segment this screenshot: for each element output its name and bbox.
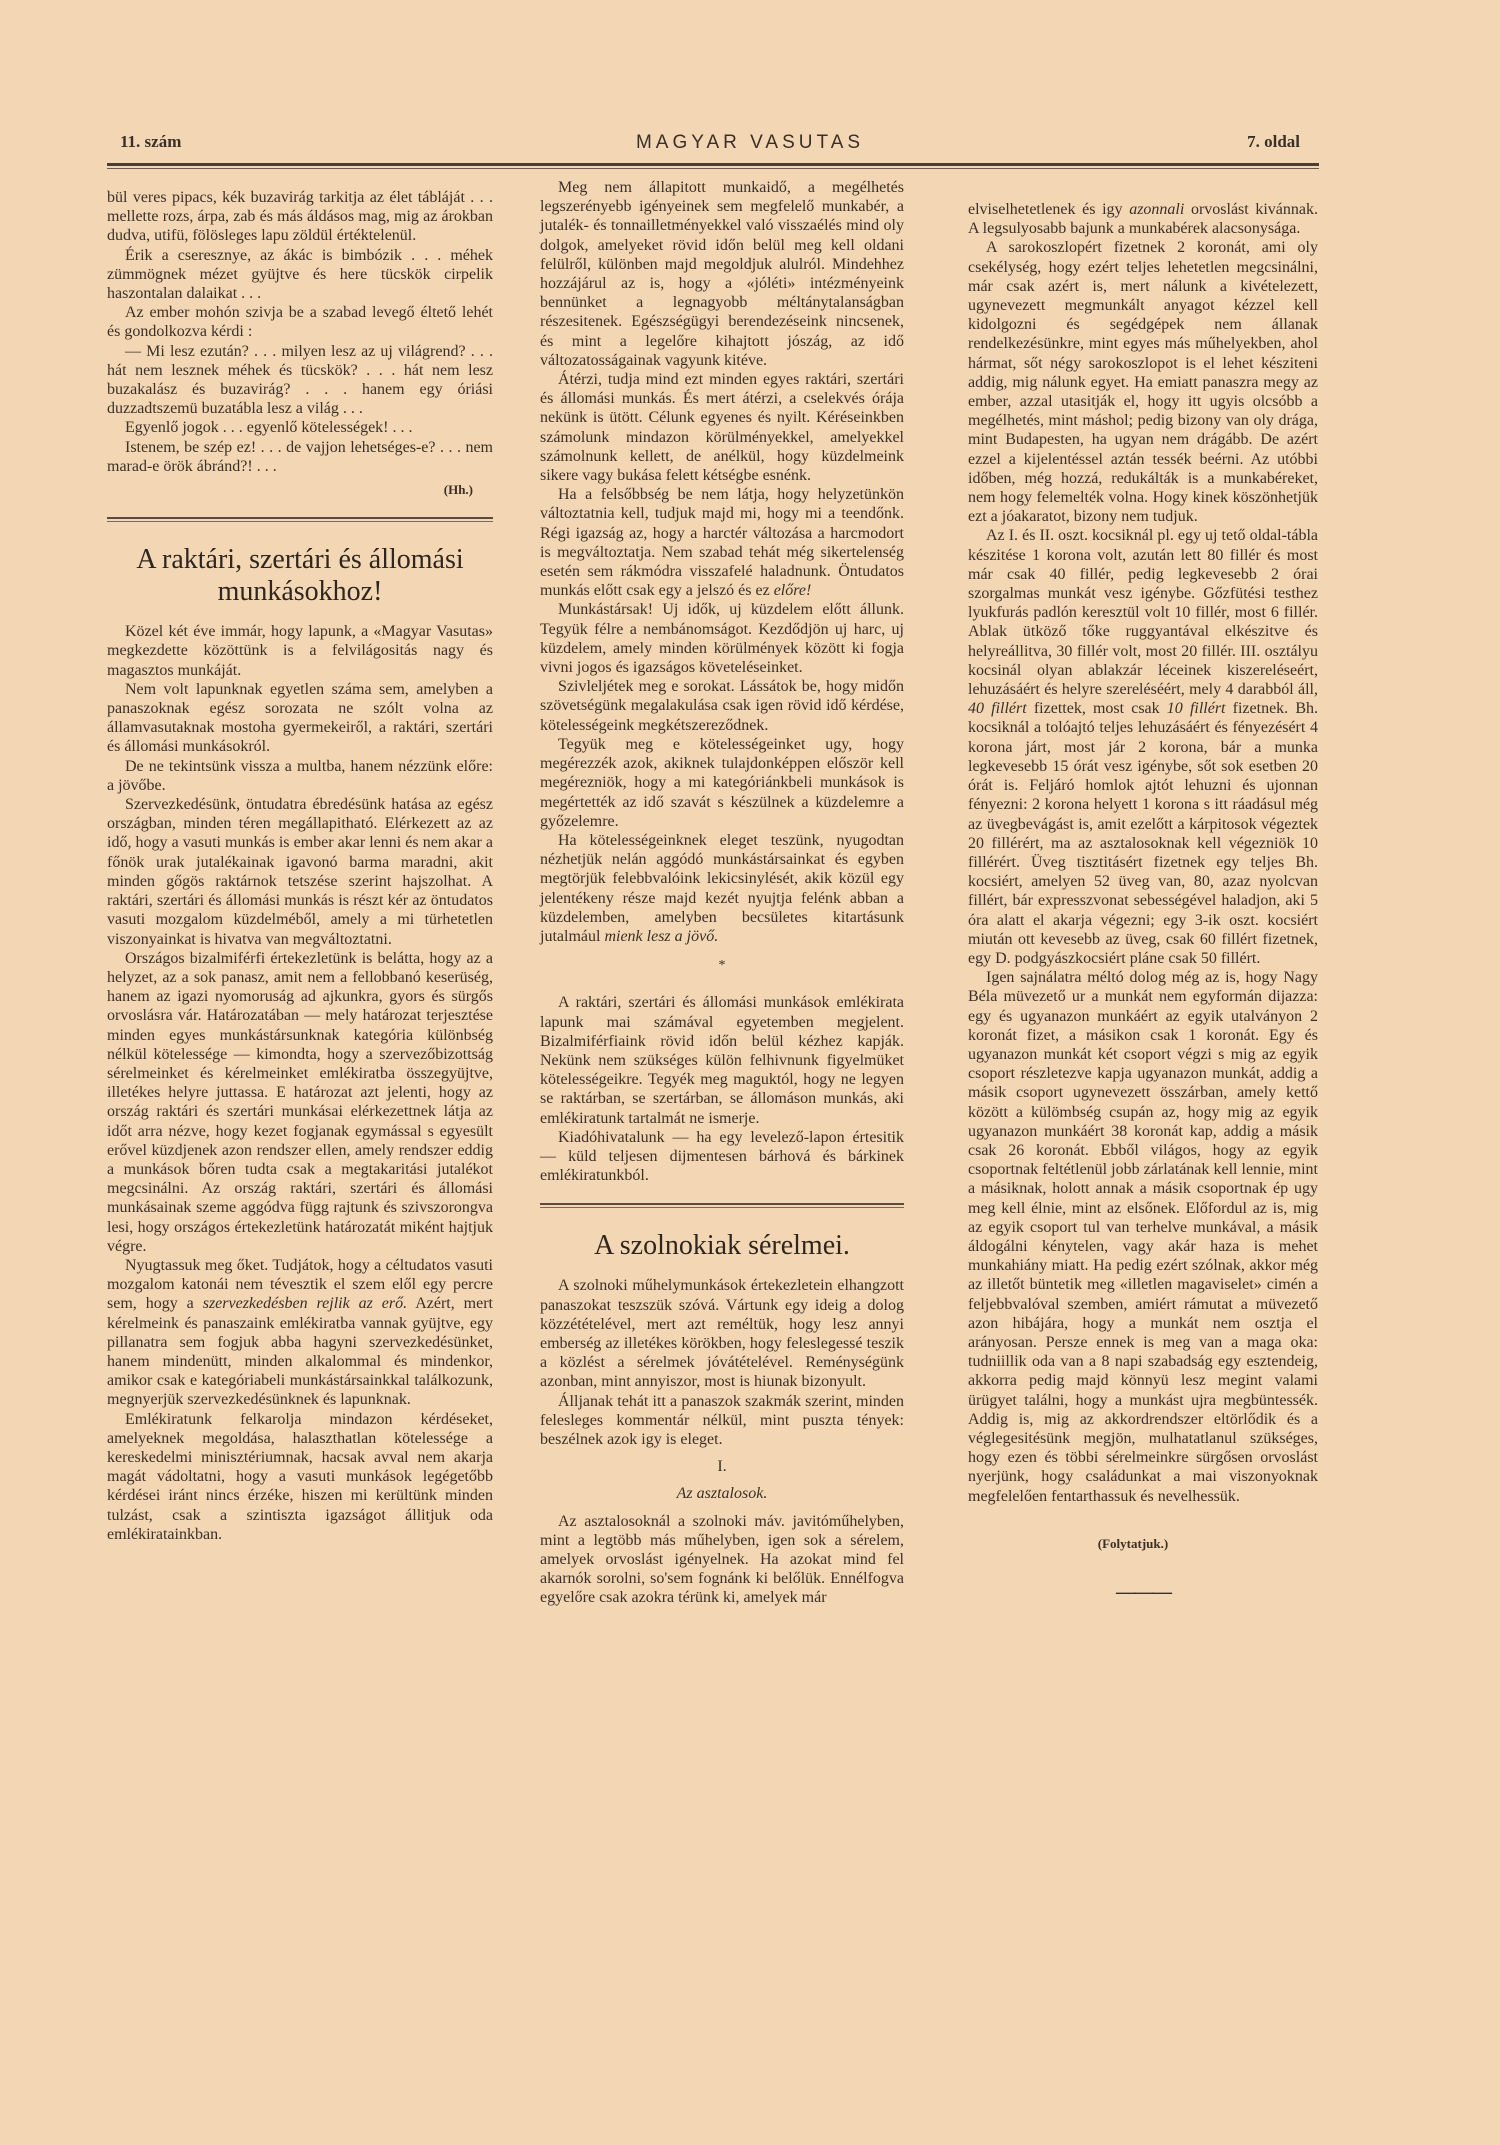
column-2 — [540, 178, 904, 1608]
issue-number: 11. szám — [120, 132, 182, 151]
masthead: MAGYAR VASUTAS — [635, 132, 865, 153]
paragraph: Meg nem állapitott munkaidő, a megélhetés legszerényebb igényeinek sem megfelelő munkabér, a jutalék- és tonnailletményekkel való visszaélés mind oly dolgok, amelyeket rövid időn belül meg kell oldani felülről, különben majd megoldjuk alulról. Mindehhez hozzájárul az is, hogy a «jóléti» intézményeink bennünket a legnagyobb méltánytalanságban részesitenek. Egészségügyi berendezéseink nincsenek, és mint a legelőre kihajtott jószág, az idő változatosságainak vagyunk kitéve. — [540, 179, 904, 369]
paragraph: Egyenlő jogok . . . egyenlő kötelességek! . . . — [125, 419, 413, 437]
page-number: 7. oldal — [1247, 132, 1300, 151]
column-3 — [968, 200, 1318, 1602]
paragraph: Munkástársak! Uj idők, uj küzdelem előtt állunk. Tegyük félre a nembánomságot. Kezdődjön uj harc, uj küzdelem, amely minden körülmények között ki fogja vivni jogos és igazságos követeléseinket. — [540, 601, 904, 677]
paragraph: Tegyük meg e kötelességeinket ugy, hogy megérezzék azok, akiknek tulajdonképpen először kell megérezniök, hogy a mi kategóriánkbeli munkások is megértették az idő szavát s készülnek a küzdelemre a győzelemre. — [540, 735, 904, 830]
text-run: Azért, mert kérelmeink és panaszaink emlékiratba vannak gyüjtve, egy pillanatra sem fogjuk abba hagyni szervezkedésünket, hanem mindenütt, minden alkalommal és mindenkor, amikor csak e kategóriabeli munkástársainkkal találkozunk, megnyerjük szervezkedésünknek és lapunknak. — [107, 1295, 494, 1409]
text-run: fizettek, most csak — [1026, 700, 1167, 718]
text-run: elviselhetetlenek és igy — [968, 201, 1130, 218]
text-run: Az I. és II. oszt. kocsiknál pl. egy uj tető oldal-tábla készitése 1 korona volt, azután lett 80 fillér és most már csak 40 fillér, pedig legkevesebb 2 órai szorgalmas munkát vesz igénybe. Gőzfütési testhez lyukfurás padlón keresztül volt 10 fillér, most 6 fillér. Ablak ütköző tőke ruggyantával elkészitve és helyreállitva, 30 fillér volt, most 20 fillér. III. osztályu kocsinál olyan ablakzár léceinek kiszereléseért, lehuzásáért és helyre szereléséért, mely 4 darabból áll, — [968, 527, 1318, 699]
header-rule — [107, 163, 1319, 166]
column-1 — [107, 188, 493, 1544]
text-run: Ha a felsőbbség be nem látja, hogy helyzetünkön változtatnia kell, tudjuk majd mi, hogy mi a teendőnk. Régi igazság az, hogy a harctér változása a harcmodort is megváltoztatja. Nem szabad tehát még sikertelenség esetén sem rákmódra visszafelé haladnunk. Öntudatos munkás előtt csak egy a jelszó és ez — [540, 486, 904, 600]
paragraph: Istenem, be szép ez! . . . de vajjon lehetséges-e? . . . nem marad-e örök ábránd?! . . . — [107, 438, 493, 475]
paragraph: Álljanak tehát itt a panaszok szakmák szerint, minden felesleges kommentár nélkül, mint puszta tények: beszélnek azok igy is eleget. — [540, 1392, 904, 1448]
text-run: fizetnek. Bh. kocsiknál a tolóajtó teljes lehuzásáért és fényezésért 4 korona járt, most jár 2 korona, bár a munka legkevesebb 15 órát vesz igénybe, sőt sok esetben 20 órát is. Feljáró homlok ajtót lehuzni és ujonnan fényezni: 2 korona helyett 1 korona s itt ráadásul még az üvegbevágást is, amit ezelőtt a kárpitosok végeztek 20 fillérért, ma az asztalosoknak kell végezniök 10 fillérért. Üveg tisztitásért fizetnek egy teljes Bh. kocsiért, amelyen 52 üveg van, 80, azaz nyolcvan fillért, bár expresszvonat sebességével haladjon, aki 5 óra alatt el akarja végezni; egy 3-ik oszt. kocsiért miután ott kevesebb az üveg, csak 60 fillért fizetnek, egy D. podgyászkocsiért pláne csak 50 fillért. — [968, 700, 1318, 967]
article-title: A raktári, szertári és állomási munkásokhoz! — [136, 544, 464, 608]
paragraph: De ne tekintsünk vissza a multba, hanem nézzünk előre: a jövőbe. — [107, 757, 493, 794]
paragraph: bül veres pipacs, kék buzavirág tarkitja az élet tábláját . . . mellette rozs, árpa, zab és más áldásos mag, mig az árokban dudva, utifü, fölösleges lapu zöldül értéktelenül. — [107, 189, 493, 245]
paragraph: — Mi lesz ezután? . . . milyen lesz az uj világrend? . . . hát nem lesznek méhek és tücskök? . . . hát nem lesz buzakalász és buzavirág? . . . hanem egy óriási duzzadtszemü buzatábla lesz a világ . . . — [107, 342, 493, 418]
text-run: Nyugtassuk meg őket. Tudjátok, hogy a céltudatos vasuti mozgalom katonái nem tévesztik el szem elől egy percre sem, hogy a — [107, 1256, 493, 1313]
emphasis: mienk lesz a jövő. — [604, 927, 719, 945]
asterisk-separator: * — [718, 958, 726, 974]
paragraph: Átérzi, tudja mind ezt minden egyes raktári, szertári és állomási munkás. És mert átérzi, a cselekvés órája nekünk is ütött. Célunk egyenes és nyilt. Kéréseinkben számolunk mindazon körülményekkel, amelyekkel számolnunk kellett, de anélkül, hogy küzdelmeink sikere vagy bukása felett kétségbe esnénk. — [540, 371, 904, 485]
text-run: Ha kötelességeinknek eleget teszünk, nyugodtan nézhetjük nelán aggódó munkástársainkat és egyben megtörjük felebbvalóink lekicsinylését, akik közül egy jelentékeny része majd kezét nyujtja felénk abban a küzdelemben, amelyben becsületes kitartásunk jutalmául — [540, 831, 904, 945]
continued-note: (Folytatjuk.) — [1097, 1535, 1169, 1551]
paragraph: Nem volt lapunknak egyetlen száma sem, amelyben a panaszoknak egész sorozata ne szólt volna az államvasutaknak mostoha gyermekeiről, a raktári, szertári és állomási munkásokról. — [107, 680, 493, 756]
emphasis: 10 fillért — [1166, 700, 1226, 718]
paragraph: A sarokoszlopért fizetnek 2 koronát, ami oly csekélység, hogy ezért teljes lehetetlen megcsinálni, már csak azért is, mert nálunk a kivételezett, ugynevezett megmunkált anyagot kézzel kell kidolgozni és segédgépek nem állanak rendelkezésünkre, mint egyes más műhelyekben, ahol hármat, sőt négy sarokoszlopot is el lehet késziteni addig, mig nálunk egyet. Ha emiatt panaszra megy az ember, azzal utasitják el, hogy itt ugyis olcsóbb a megélhetés, mint máshol; pedig bizony van oly drága, mint Budapesten, ha ugyan nem drágább. De azért ezzel a kijelentéssel aztán tessék beérni. Az utóbbi időben, még hozzá, redukálták is a munkabéreket, nem hogy felemelték volna. Hogy kinek köszönhetjük ezt a jóakaratot, bizony nem tudjuk. — [968, 239, 1318, 526]
paragraph: A raktári, szertári és állomási munkások emlékirata lapunk mai számával egyetemben megjelent. Bizalmiférfiaink rövid időn belül kézhez kapják. Nekünk nem szükséges külön felhivnunk figyelmüket kötelességeikre. Tegyék meg maguktól, hogy ne legyen se raktárban, se szertárban, se állomáson munkás, aki emlékiratunk tartalmát ne ismerje. — [540, 994, 904, 1127]
paragraph: Igen sajnálatra méltó dolog még az is, hogy Nagy Béla müvezető ur a munkát nem egyformán dijazza: egy és ugyanazon munkáért az egyik utalványon 2 koronát fizet, a másikon csak 1 koronát. Egy és ugyanazon munkát két csoport végzi s mig az egyik csoport részletezve kapja ugyanazon munkát, addig a másik csoport ugynevezett összárban, amely kettő között a külömbség csupán az, hogy mig az egyik ugyanazon munkáért 38 koronát kap, addig a másik csak 26 koronát. Ebből világos, hogy az egyik csoportnak feltétlenül jobb zárlatának kell lennie, mint a másiknak, holott annak a másik csoportnak ép ugy meg kell élnie, mint az elsőnek. Előfordul az is, mig az egyik csoport tul van terhelve munkával, a másik áldogálni kénytelen, vagy akár haza is mehet munkahiány miatt. Ha pedig ezért szólnak, akkor még az illetőt büntetik meg «illetlen magaviselet» cimén a feljebbvalóval szemben, amiért rámutat a müvezető azon hibájára, hogy a munkát nem osztja el arányosan. Persze ennek is meg van a maga oka: tudniillik oda van a 8 napi szabadság egy esztendeig, akkorra pedig majd könnyü lesz megint valami ürügyet találni, hogy a munkást ujra megbüntessék. Addig is, mig az akkordrendszer eltörlődik és a véglegesitésünk megjön, mulhatatlanul szükséges, hogy ezen és többi sérelmeinkre sürgősen orvoslást nyerjünk, hogy családunkat a mai viszonyoknak megfelelően fentarthassuk és nevelhessük. — [968, 969, 1318, 1505]
paragraph — [107, 1256, 493, 1410]
paragraph: Szervezkedésünk, öntudatra ébredésünk hatása az egész országban, minden téren megállapitható. Elérkezett az az idő, hogy a vasuti munkás is ember akar lenni és nem akar a főnök urak jutalékainak igavonó barma maradni, akit minden gőgös raktárnok tetszése szerint hajszolhat. A raktári, szertári és állomási munkás is részt kér az öntudatos vasuti mozgalom küzdelméből, amely a mi türhetetlen viszonyainkat is hivatva van megváltoztatni. — [107, 796, 493, 948]
paragraph — [540, 831, 904, 946]
section-number: I. — [717, 1458, 727, 1476]
article-title: A szolnokiak sérelmei. — [594, 1230, 850, 1262]
header-rule-thin — [107, 168, 1319, 169]
paragraph — [540, 485, 904, 600]
paragraph: Szivleljétek meg e sorokat. Lássátok be, hogy midőn szövetségünk megalakulása csak igen rövid idő kérdése, kötelességeink megkétszereződnek. — [540, 678, 904, 734]
emphasis: 40 fillért — [968, 700, 1027, 718]
emphasis: azonnali — [1129, 201, 1185, 218]
paragraph: Az asztalosoknál a szolnoki máv. javitóműhelyben, mint a legtöbb más műhelyben, igen sok a sérelem, amelyek orvoslást igényelnek. Ha azokat mind fel akarnók sorolni, so'sem fognánk ki belőlük. Ennélfogva egyelőre csak azokra térünk ki, amelyek már — [540, 1512, 904, 1607]
section-divider — [540, 1203, 904, 1208]
paragraph: Kiadóhivatalunk — ha egy levelező-lapon értesitik — küld teljesen dijmentesen bárhová és bárkinek emlékiratunkból. — [540, 1128, 904, 1185]
paragraph — [968, 526, 1318, 968]
end-dashes: ——— — [1116, 1581, 1170, 1604]
emphasis: előre! — [773, 582, 812, 600]
paragraph: A szolnoki műhelymunkások értekezletein elhangzott panaszokat teszszük szóvá. Vártunk egy ideig a dolog közzétételével, mert azt reméltük, hogy lesz annyi emberség az illetékes körökben, hogy feleslegessé teszik a közlést a sérelmek jóvátételével. Reménységünk azonban, mint annyiszor, most is hiunak bizonyult. — [540, 1277, 904, 1391]
paragraph: Közel két éve immár, hogy lapunk, a «Magyar Vasutas» megkezdette közöttünk is a felvilágositás nagy és magasztos munkáját. — [107, 623, 493, 679]
text-run: orvoslást kivánnak. A legsulyosabb bajunk a munkabérek alacsonysága. — [968, 201, 1319, 238]
section-divider — [107, 517, 493, 522]
paragraph — [968, 200, 1318, 238]
paragraph: Az ember mohón szivja be a szabad levegő éltető lehét és gondolkozva kérdi : — [107, 304, 493, 341]
author-signature: (Hh.) — [443, 482, 473, 498]
emphasis: szervezkedésben rejlik az erő. — [202, 1295, 408, 1313]
paragraph: Érik a cseresznye, az ákác is bimbózik . . . méhek zümmögnek mézet gyüjtve és here tücskök cirpelik haszontalan dalaikat . . . — [107, 246, 493, 303]
paragraph: Emlékiratunk felkarolja mindazon kérdéseket, amelyeknek megoldása, halaszthatlan kötelessége a kereskedelmi minisztériumnak, hacsak avval nem akarja magát vádoltatni, hogy a vasuti munkások legégetőbb kérdései iránt nincs érzéke, hiszen mi kerültünk minden tulzást, csak a szintiszta igazságot állitjuk oda emlékiratainkban. — [107, 1410, 493, 1543]
section-subtitle: Az asztalosok. — [676, 1485, 768, 1503]
paragraph: Országos bizalmiférfi értekezletünk is belátta, hogy az a helyzet, az a sok panasz, amit nem a fellobbanó keserüség, hanem az igazi nyomoruság ad ajkunkra, gyors és sürgős orvoslásra vár. Határozatában — mely határozat terjesztése minden egyes munkástársunknak kategória különbség nélkül kötelessége — kimondta, hogy a szervezőbizottság sérelmeinket és kérelmeinket emlékiratba összegyüjtve, illetékes helyre juttassa. E határozat azt jelenti, hogy az ország raktári és szertári munkásai elérkezettnek látja az időt arra nézve, hogy kezet fogjanak egymással s egyesült erővel küzdjenek azon rendszer ellen, amely rendszer eddig a munkások bőren tudta csak a megtakaritási jutalékot megcsinálni. Az ország raktári, szertári és állomási munkásainak szeme aggódva függ rajtunk és szivszorongva lesi, hogy országos értekezletünk határozatát miként hajtjuk végre. — [107, 949, 493, 1255]
